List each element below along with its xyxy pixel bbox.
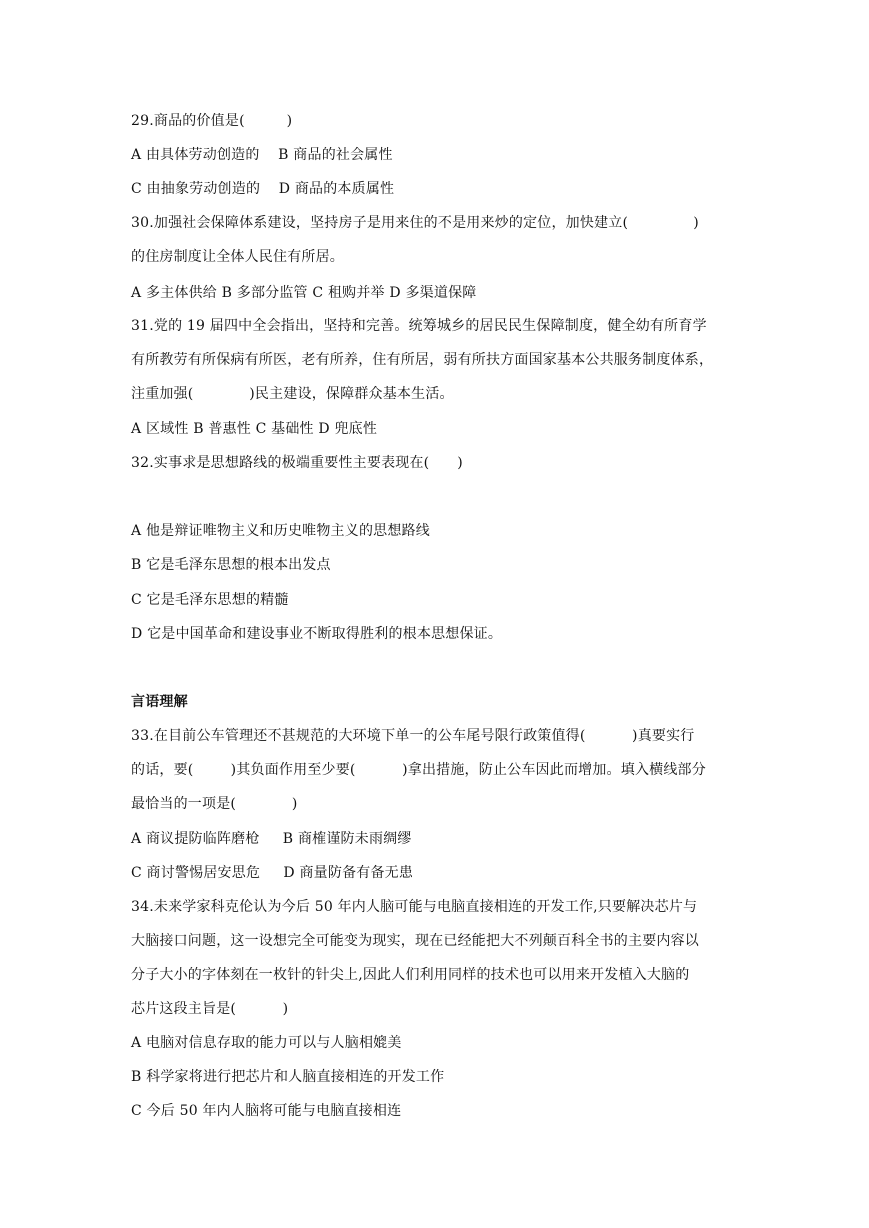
question-34-option-c: C 今后 50 年内人脑将可能与电脑直接相连 <box>131 1103 402 1119</box>
question-30-stem-line-2: 的住房制度让全体人民住有所居。 <box>131 249 344 265</box>
question-33-options-ab: A 商议提防临阵磨枪 B 商榷谨防未雨绸缪 <box>131 831 412 847</box>
question-29-stem: 29.商品的价值是( ) <box>131 113 293 129</box>
question-32-option-a: A 他是辩证唯物主义和历史唯物主义的思想路线 <box>131 523 430 539</box>
question-32-stem: 32.实事求是思想路线的极端重要性主要表现在( ) <box>131 455 463 471</box>
question-32-option-b: B 它是毛泽东思想的根本出发点 <box>131 557 331 573</box>
question-31-options: A 区域性 B 普惠性 C 基础性 D 兜底性 <box>131 421 378 437</box>
question-30-options: A 多主体供给 B 多部分监管 C 租购并举 D 多渠道保障 <box>131 285 477 301</box>
question-34-stem-line-3: 分子大小的字体刻在一枚针的针尖上,因此人们利用同样的技术也可以用来开发植入大脑的 <box>131 967 690 983</box>
section-heading: 言语理解 <box>131 694 188 710</box>
question-34-option-b: B 科学家将进行把芯片和人脑直接相连的开发工作 <box>131 1069 445 1085</box>
question-34-stem-line-1: 34.未来学家科克伦认为今后 50 年内人脑可能与电脑直接相连的开发工作,只要解决芯片与 <box>131 899 698 915</box>
question-33-stem-line-1: 33.在目前公车管理还不甚规范的大环境下单一的公车尾号限行政策值得( )真要实行 <box>131 728 695 744</box>
question-34-option-a: A 电脑对信息存取的能力可以与人脑相媲美 <box>131 1035 402 1051</box>
question-33-stem-line-2: 的话，要( )其负面作用至少要( )拿出措施，防止公车因此而增加。填入横线部分 <box>131 762 706 778</box>
question-30-stem-line-1: 30.加强社会保障体系建设，坚持房子是用来住的不是用来炒的定位，加快建立( ) <box>131 215 699 231</box>
question-32-option-c: C 它是毛泽东思想的精髓 <box>131 592 289 608</box>
question-34-stem-line-2: 大脑接口问题，这一设想完全可能变为现实，现在已经能把大不列颠百科全书的主要内容以 <box>131 933 699 949</box>
question-32-option-d: D 它是中国革命和建设事业不断取得胜利的根本思想保证。 <box>131 626 503 642</box>
question-31-stem-line-3: 注重加强( )民主建设，保障群众基本生活。 <box>131 386 454 402</box>
question-29-options-cd: C 由抽象劳动创造的 D 商品的本质属性 <box>131 181 395 197</box>
question-31-stem-line-2: 有所教劳有所保病有所医，老有所养，住有所居，弱有所扶方面国家基本公共服务制度体系， <box>131 352 714 368</box>
question-29-options-ab: A 由具体劳动创造的 B 商品的社会属性 <box>131 147 393 163</box>
question-33-stem-line-3: 最恰当的一项是( ) <box>131 796 298 812</box>
question-31-stem-line-1: 31.党的 19 届四中全会指出，坚持和完善。统筹城乡的居民民生保障制度，健全幼有所育学 <box>131 318 707 334</box>
question-34-stem-line-4: 芯片这段主旨是( ) <box>131 1001 289 1017</box>
question-33-options-cd: C 商讨警惕居安思危 D 商量防备有备无患 <box>131 865 414 881</box>
